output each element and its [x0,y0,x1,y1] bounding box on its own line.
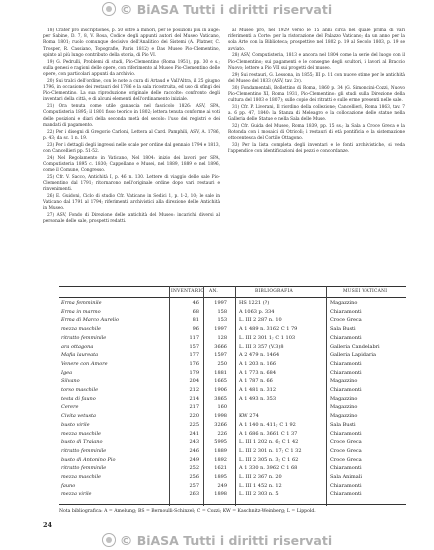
table-cell-inv: 177 [189,352,199,359]
table-cell-inv: 241 [189,430,199,437]
table-row [59,370,406,376]
table-cell-name: Erma in marmo [61,308,101,315]
table-cell-inv: 256 [189,474,199,480]
table-cell-bib: A 1063 p. 334 [239,308,275,315]
table-cell-name: torso maschile [61,387,99,393]
biasa-logo-icon [102,2,116,16]
header-bibliografia: BIBLIOGRAFIA [255,289,293,294]
table-row [59,361,406,367]
table-row [59,457,406,463]
table-cell-bib: A 1 140 n. 411; C 1 92 [239,421,296,428]
footnote-paragraph: 23) Per i dettagli degli ingressi nelle scale per ordine dal gennaio 1794 e 1813, con Cancellieri pp. 51-52. [43,142,220,154]
footnote-paragraph: 31) Cfr. P. Liverani, Il riordino della collezione; Cancellieri, Roma 1863, tav. 7 a. 6 pp. 47, 1840: la Stanza di Meleagro e la collocazione delle statue nella Galleria delle Statue e nella Sala delle Muse. [228,104,405,123]
page-number: 24 [43,521,53,529]
table-cell-mv: Sala Busti [330,326,356,333]
table-row [59,300,406,306]
footnote-paragraph: 22) Per i disegni di Gregorio Carloni, Lettera al Card. Pamphili, ASV, A. 1786, p. 43; da sc. 1 n. 19. [43,129,220,141]
table-cell-inv: 257 [189,482,199,489]
table-cell-name: Venere con Amore [61,360,108,367]
table-cell-an: 1665 [214,378,227,385]
table-cell-name: busto di Antonino Pio [61,456,116,463]
table-row [59,422,406,428]
table-cell-name: mezza maschile [61,474,102,480]
table-cell-inv: 252 [189,465,199,472]
table-cell-name: testa di fauno [61,395,96,402]
table-cell-inv: 157 [189,343,199,350]
table-cell-mv: Chiaramonti [330,387,362,393]
footnote-paragraph: 18) Crater pro inscriptiones, p. 50 oltre a minori, per le posizioni più in auge: per Sabine, D. 7, 8, V. Rosa, Codice degli appunti autori del Museo Vaticano, Roma 1801; ruolo comunque decisivo dell'Analitico dei Sistemi (A. Platner, C. Trosper, R. Cassiano, Topografie, Paris 1812) e Das Museo Pio-Clementino, spinto al più lungo contributo della storia, di Pio VI. [43,28,220,58]
table-cell-an: 160 [217,404,227,411]
table-row [59,378,406,384]
table-cell-name: ritratto femminile [61,465,107,472]
table-cell-mv: Croce Greca [330,317,362,324]
table-cell-inv: 68 [192,308,199,315]
table-cell-bib: A 1 330 n. 3962 C 1 68 [239,465,298,472]
table-cell-name: mezza maschile [61,326,102,333]
table-cell-bib: L. III 1 452 n. 12 [239,482,282,489]
table-cell-inv: 225 [189,421,199,428]
watermark-text-top: © BiASA Tutti i diritti riservati [119,2,333,17]
footnote-paragraph: al Museo pro, nel 1929 verso le 15 anni circa nel quale prima di vari riferimenti a Corte: per la ristorazione del Palazzo Vaticano; da un anno per la sola Arte con la Biblioteca; prospettive nel 1802 p. 19 al Secolo 1803, p. 19 se avviato. [228,28,405,52]
table-cell-bib: A 1 203 n. 166 [239,360,277,367]
table-row [59,335,406,341]
table-cell-inv: 117 [189,334,199,341]
table-cell-an: 249 [217,482,227,489]
header-inventario: INVENTARIO [171,289,205,294]
table-cell-an: 1881 [214,369,227,376]
table-cell-name: Civita vetusta [61,413,96,420]
table-cell-an: 226 [217,430,227,437]
table-cell-name: Erma di Marco Aurelio [61,317,120,324]
table-cell-an: 158 [217,308,227,315]
table-cell-mv: Chiaramonti [330,334,362,341]
table-cell-an: 1597 [214,352,227,359]
table-row [59,326,406,332]
footnote-paragraph: 28) ASV, Computisteria, 1813 e ancora nel 1804 come la serie del luogo con il Pio-Clementino; sui pagamenti e le consegne degli scultori, i lavori al Braccio Nuovo; lettere a Pio VII sui progetti del museo. [228,53,405,71]
table-cell-bib: A 1 489 n. 3162 C 1 79 [239,326,298,333]
table-cell-bib: A 2 479 n. 1464 [239,352,280,359]
table-cell-name: ritratto femminile [61,334,107,341]
table-cell-mv: Croce Greca [330,439,362,446]
table-cell-inv: 263 [189,491,199,498]
table-cell-an: 1898 [214,491,227,498]
table-cell-an: 1997 [214,300,227,306]
table-row [59,448,406,454]
table-row [59,309,406,315]
table-cell-bib: A 1 787 n. 66 [239,378,273,385]
table-cell-name: fauno [61,482,76,489]
table-cell-inv: 249 [189,456,199,463]
table-cell-mv: Chiaramonti [330,360,362,367]
table-cell-inv: 176 [189,360,199,367]
table-cell-an: 3865 [214,395,227,402]
table-cell-mv: Sala Animali [330,474,362,480]
table-cell-inv: 204 [189,378,199,385]
footnote-paragraph: 19) G. Pedrulli, Problemi di studi, Pio-Clementino (Roma 1951), pp. 30 e s.; sulla genesi e ragioni delle opere, con riferimento al Museo Pio-Clementino delle opere, con particolari appunti da archivio. [43,59,220,78]
table-cell-an: 1906 [214,387,227,393]
table-cell-name: ara ottagona [61,343,94,350]
table-cell-bib: L. III 2 301 1; C 1 103 [239,334,296,341]
footnote-paragraph: 20) Sui tralci dell'ordine, con le note a cura di Artaud e Vall'Altra, il 25 giugno 1796, in occasione dei restauri del 1786 e la sala ricostruita, ed uso di sfingi dei Pio-Clementino. La sua riproduzione originale delle raccolte: confronto degli inventari della città, e di alcuni elementi dell'ordinamento iniziale. [43,78,220,103]
table-cell-inv: 246 [189,447,199,454]
footnote-paragraph: 30) Fondamentali, Bollettino di Roma, 1860 p. 34 (G. Simoncini-Cozzi, Nuovo Pio-Clementino XI, Roma 1931, Pio-Clementino: gli studi sulla Direzione della cultura del 1803 e 1807); sulle copie dei ritratti e sulle erme presenti nelle sale. [228,85,405,104]
table-cell-inv: 214 [189,395,199,402]
table-cell-an: 1889 [214,447,227,454]
table-row [59,387,406,393]
table-cell-bib: L. III 2 367 n. 20 [239,474,282,480]
table-footnote: Nota bibliografica: A = Amelung; BS = Bernoulli-Schinzel; C = Cozzi; KW = Kaschnitz-Weinberg; L = Lippold. [59,509,316,514]
table-cell-name: Igea [61,369,73,376]
table-row [59,483,406,489]
footnote-paragraph: 24) Nel Regolamento in Vaticano, Nel 1804: inizio dei lavori per SPA, Computisteria 1895 c. 1830; Cappellano e Musei, nel 1889, 1889 e nel 1896, come il Comune, Congresso. [43,155,220,174]
watermark-banner-top [0,2,434,17]
footnotes-column-right [228,28,405,280]
table-cell-mv: Galleria Candelabri [330,343,380,350]
table-cell-inv: 96 [192,326,199,333]
table-cell-bib: L. III 2 287 n. 10 [239,317,282,324]
header-musei-vaticani: MUSEI VATICANI [343,289,388,294]
table-cell-inv: 212 [189,387,199,393]
table-cell-inv: 179 [189,369,199,376]
table-cell-name: ritratto femminile [61,447,107,454]
table-cell-mv: Chiaramonti [330,369,362,376]
table-cell-bib: L. III 2 305 n. 3; C 1 62 [239,456,299,463]
table-row [59,344,406,350]
table-row [59,431,406,437]
table-cell-mv: Magazzino [330,395,358,402]
table-cell-inv: 243 [189,439,199,446]
table-header [59,286,406,298]
table-cell-bib: L. III 3 357 (V.3)8 [239,343,284,350]
table-row [59,465,406,471]
table-cell-an: 153 [217,317,227,324]
table-row [59,491,406,497]
table-cell-name: Erma femminile [61,300,102,306]
table-row [59,404,406,410]
table-cell-bib: L. III 1 202 n. 6; C 1 42 [239,439,299,446]
table-cell-bib: KW 274 [239,413,259,420]
table-cell-name: Cerere [61,404,79,411]
table-cell-an: 3666 [214,343,227,350]
table-row [59,317,406,323]
table-row [59,474,406,480]
table-cell-an: 250 [217,360,227,367]
table-cell-inv: 220 [189,413,199,420]
table-cell-mv: Sala Busti [330,421,356,428]
table-cell-an: 1621 [214,465,227,472]
table-cell-mv: Chiaramonti [330,465,362,472]
table-cell-bib: L. III 2 301 n. 17; C 1 32 [239,447,302,454]
footnotes-column-left [43,28,220,280]
table-cell-bib: HS 1221 (?) [239,300,270,306]
table-bottom-rule [59,504,406,505]
table-cell-name: mezza maschile [61,430,102,437]
table-cell-inv: 217 [189,404,199,411]
table-cell-mv: Magazzino [330,404,358,411]
header-an: AN. [209,289,219,294]
table-cell-name: Mafia laureata [61,352,99,359]
table-cell-mv: Galleria Lapidaria [330,352,376,359]
table-cell-mv: Chiaramonti [330,308,362,315]
watermark-banner-bottom [0,533,434,548]
table-cell-name: busto di Traiano [61,439,103,446]
biasa-logo-icon [102,533,116,547]
footnote-paragraph: 26) E. Guidoni, Ciclo di studio Cfr. Vaticano in Sedici 1, p. 1-2, 10; le sale in Vaticano dal 1791 al 1794; riferimenti archivistici alla direzione delle Antichità in Museo. [43,194,220,212]
table-cell-an: 128 [217,334,227,341]
table-cell-name: mezza virile [61,491,92,498]
table-cell-bib: A 1 686 n. 3661 C 1 37 [239,430,298,437]
table-row [59,396,406,402]
table-row [59,413,406,419]
table-cell-mv: Chiaramonti [330,482,362,489]
table-cell-mv: Magazzino [330,413,358,420]
table-cell-inv: 46 [192,300,199,306]
inventory-table [59,286,406,506]
table-cell-name: Silvano [61,378,80,385]
table-cell-mv: Chiaramonti [330,491,362,498]
table-cell-bib: A 1 773 n. 684 [239,369,277,376]
table-cell-an: 3266 [214,421,227,428]
table-cell-mv: Croce Greca [330,447,362,454]
table-row [59,352,406,358]
footnote-paragraph: 21) Ora tenuta come utile ganascia nel fascicolo 1826: ASV, SPA, Computisteria 1895; il 1801 fisso teorico in 1802; lettera tenuta conforme ai voti delle posizioni e diari della seconda metà del secolo: l'uso dei registri e dei mandati di pagamento. [43,104,220,128]
table-cell-mv: Magazzino [330,378,358,385]
footnote-paragraph: 29) Sui restauri, G. Lessona, in 1855; III p. 11 con nuove stime per le antichità del Museo del 1833 (ASV, tav. 2v). [228,72,405,84]
table-cell-an: 1997 [214,326,227,333]
table-cell-bib: A 1 493 n. 353 [239,395,277,402]
table-cell-bib: A 1 481 n. 312 [239,387,277,393]
footnote-paragraph: 32) Cfr. Guida del Museo, Roma 1839, pp. 15 ss.; la Sala a Croce Greca e la Rotonda con i mosaici di Otricoli; i restauri di età pontificia e la sistemazione ottocentesca del Cortile Ottagono. [228,124,405,142]
table-cell-an: 5995 [214,439,227,446]
table-cell-mv: Chiaramonti [330,430,362,437]
table-cell-name: busto virile [61,421,90,428]
table-cell-an: 1998 [214,413,227,420]
watermark-text-bottom: © BiASA Tutti i diritti riservati [119,533,333,548]
footnote-paragraph: 33) Per la lista completa degli inventari e le fonti archivistiche, si veda l'appendice con identificazioni dei pezzi e concordanze. [228,143,405,155]
table-cell-inv: 81 [192,317,199,324]
table-cell-an: 1895 [214,474,227,480]
table-cell-an: 1892 [214,456,227,463]
table-cell-bib: L. III 2 303 n. 5 [239,491,279,498]
table-cell-mv: Magazzino [330,300,358,306]
footnote-paragraph: 25) Cfr. V. Sacco, Antichità I, p. 46 n. 130. Lettere di viaggio delle sale Pio-Clementino dal 1791; ritornarono nell'originale ordine dopo vari restauri e rinvenimenti. [43,174,220,193]
table-cell-mv: Croce Greca [330,456,362,463]
footnote-paragraph: 27) ASV, Fondo di Direzione delle antichità del Museo: incarichi diversi al personale delle sale, prospetti redatti. [43,213,220,225]
table-row [59,439,406,445]
